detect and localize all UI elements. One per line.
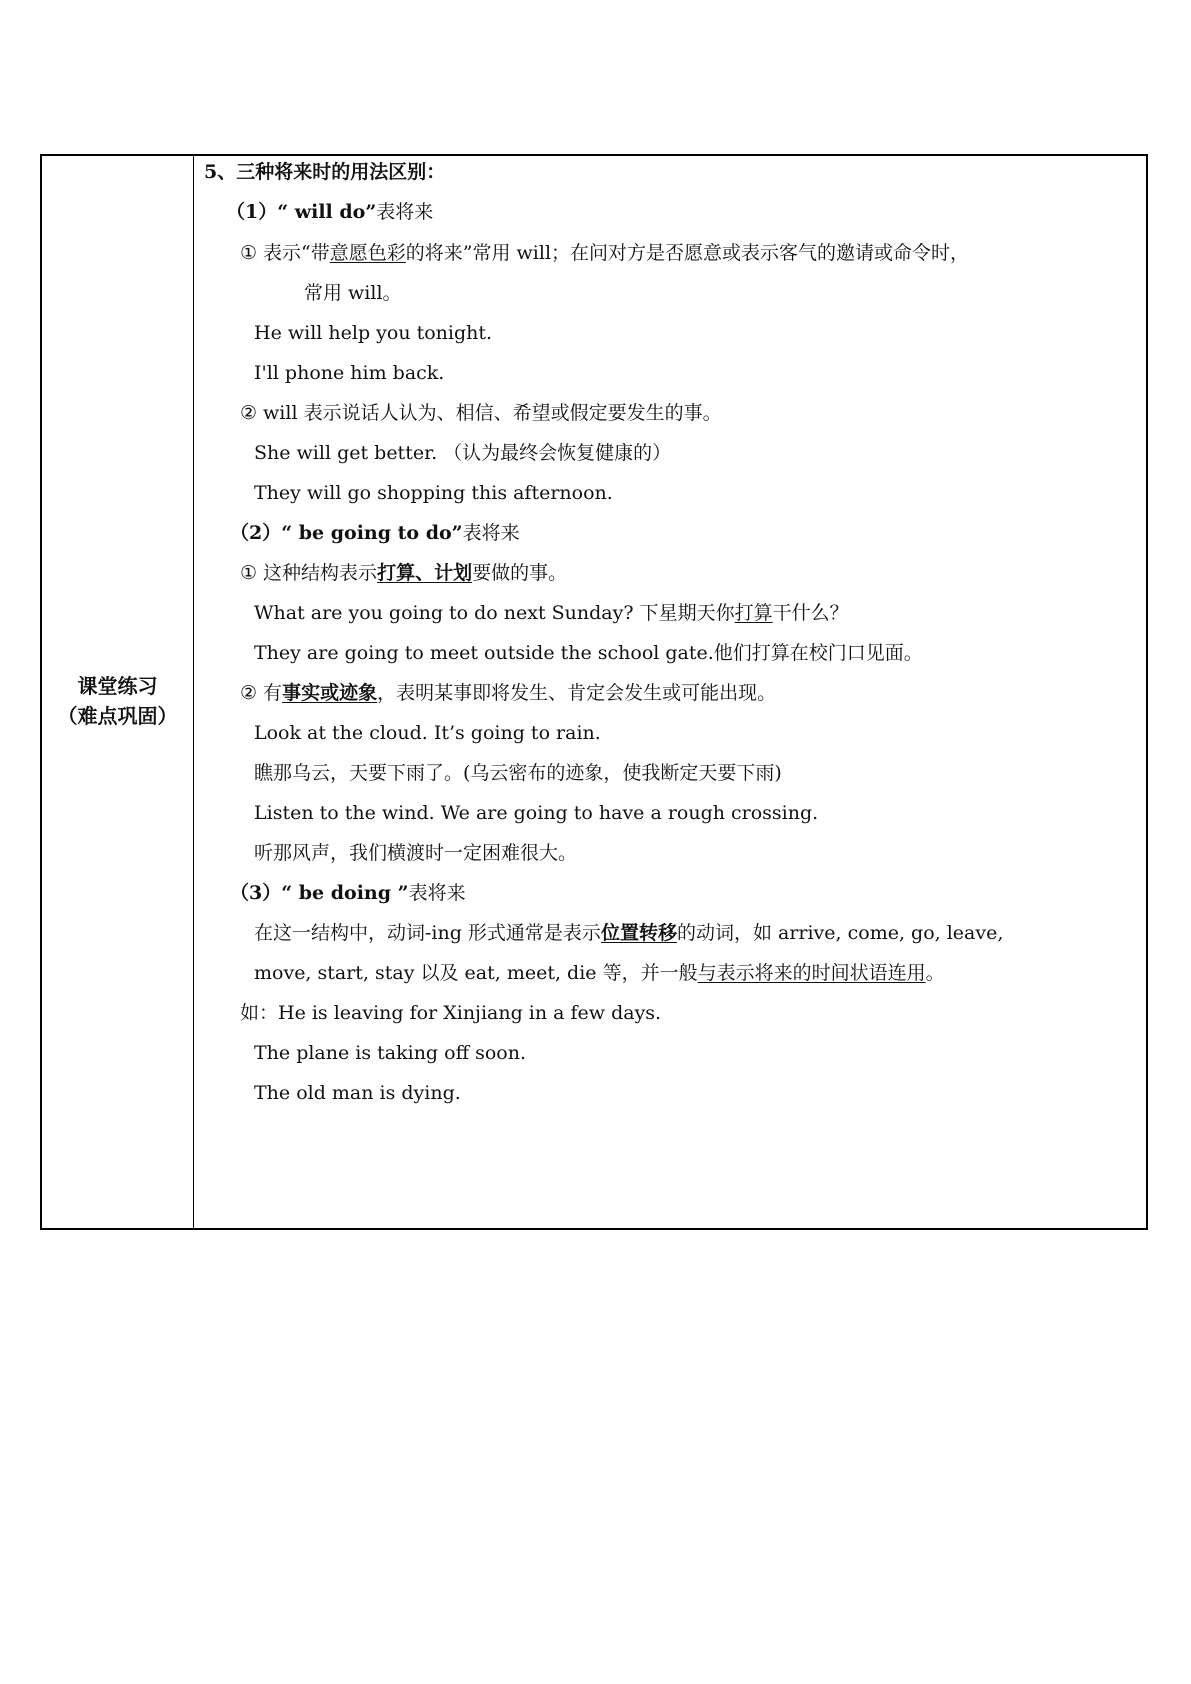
part2-example-3-translation: 瞧那乌云，天要下雨了。(乌云密布的迹象，使我断定天要下雨)	[254, 762, 782, 784]
part3-example-1: 如：He is leaving for Xinjiang in a few days.	[240, 1002, 662, 1024]
part1-example-3: She will get better. （认为最终会恢复健康的）	[254, 442, 672, 464]
row-label-title: 课堂练习	[77, 674, 158, 698]
part1-point1: ① 表示“带意愿色彩的将来”常用 will；在问对方是否愿意或表示客气的邀请或命令时，	[240, 242, 970, 264]
part2-example-1: What are you going to do next Sunday? 下星期天你打算干什么？	[254, 602, 849, 624]
part2-example-4: Listen to the wind. We are going to have a rough crossing.	[254, 802, 819, 824]
row-label-cell	[42, 156, 194, 1228]
content-cell	[194, 156, 1146, 1228]
part2-example-4-translation: 听那风声，我们横渡时一定困难很大。	[254, 842, 578, 864]
circled-number-1: ①	[240, 242, 258, 264]
row-label-subtitle: （难点巩固）	[57, 704, 178, 728]
circled-number-1: ①	[240, 562, 258, 584]
part2-example-3: Look at the cloud. It’s going to rain.	[254, 722, 601, 744]
part1-point1-continuation: 常用 will。	[304, 282, 402, 304]
part3-example-3: The old man is dying.	[254, 1082, 461, 1104]
part2-point2: ② 有事实或迹象，表明某事即将发生、肯定会发生或可能出现。	[240, 682, 777, 704]
circled-number-2: ②	[240, 682, 258, 704]
part3-description-1: 在这一结构中，动词-ing 形式通常是表示位置转移的动词，如 arrive, come, go, leave,	[254, 922, 1004, 944]
part2-point1: ① 这种结构表示打算、计划要做的事。	[240, 562, 568, 584]
circled-number-2: ②	[240, 402, 258, 424]
part1-example-1: He will help you tonight.	[254, 322, 493, 344]
part3-title: （3）“ be doing ”表将来	[230, 882, 466, 904]
part1-example-2: I'll phone him back.	[254, 362, 445, 384]
part3-example-2: The plane is taking off soon.	[254, 1042, 527, 1064]
part3-description-2: move, start, stay 以及 eat, meet, die 等，并一般与表示将来的时间状语连用。	[254, 962, 945, 984]
part2-title: （2）“ be going to do”表将来	[230, 522, 520, 544]
section-heading: 5、三种将来时的用法区别：	[204, 161, 446, 183]
lesson-table	[40, 154, 1148, 1230]
part1-example-4: They will go shopping this afternoon.	[254, 482, 613, 504]
part1-point2: ② will 表示说话人认为、相信、希望或假定要发生的事。	[240, 402, 722, 424]
part2-example-2: They are going to meet outside the school gate.他们打算在校门口见面。	[254, 642, 923, 664]
part1-title: （1）“ will do”表将来	[226, 201, 434, 223]
